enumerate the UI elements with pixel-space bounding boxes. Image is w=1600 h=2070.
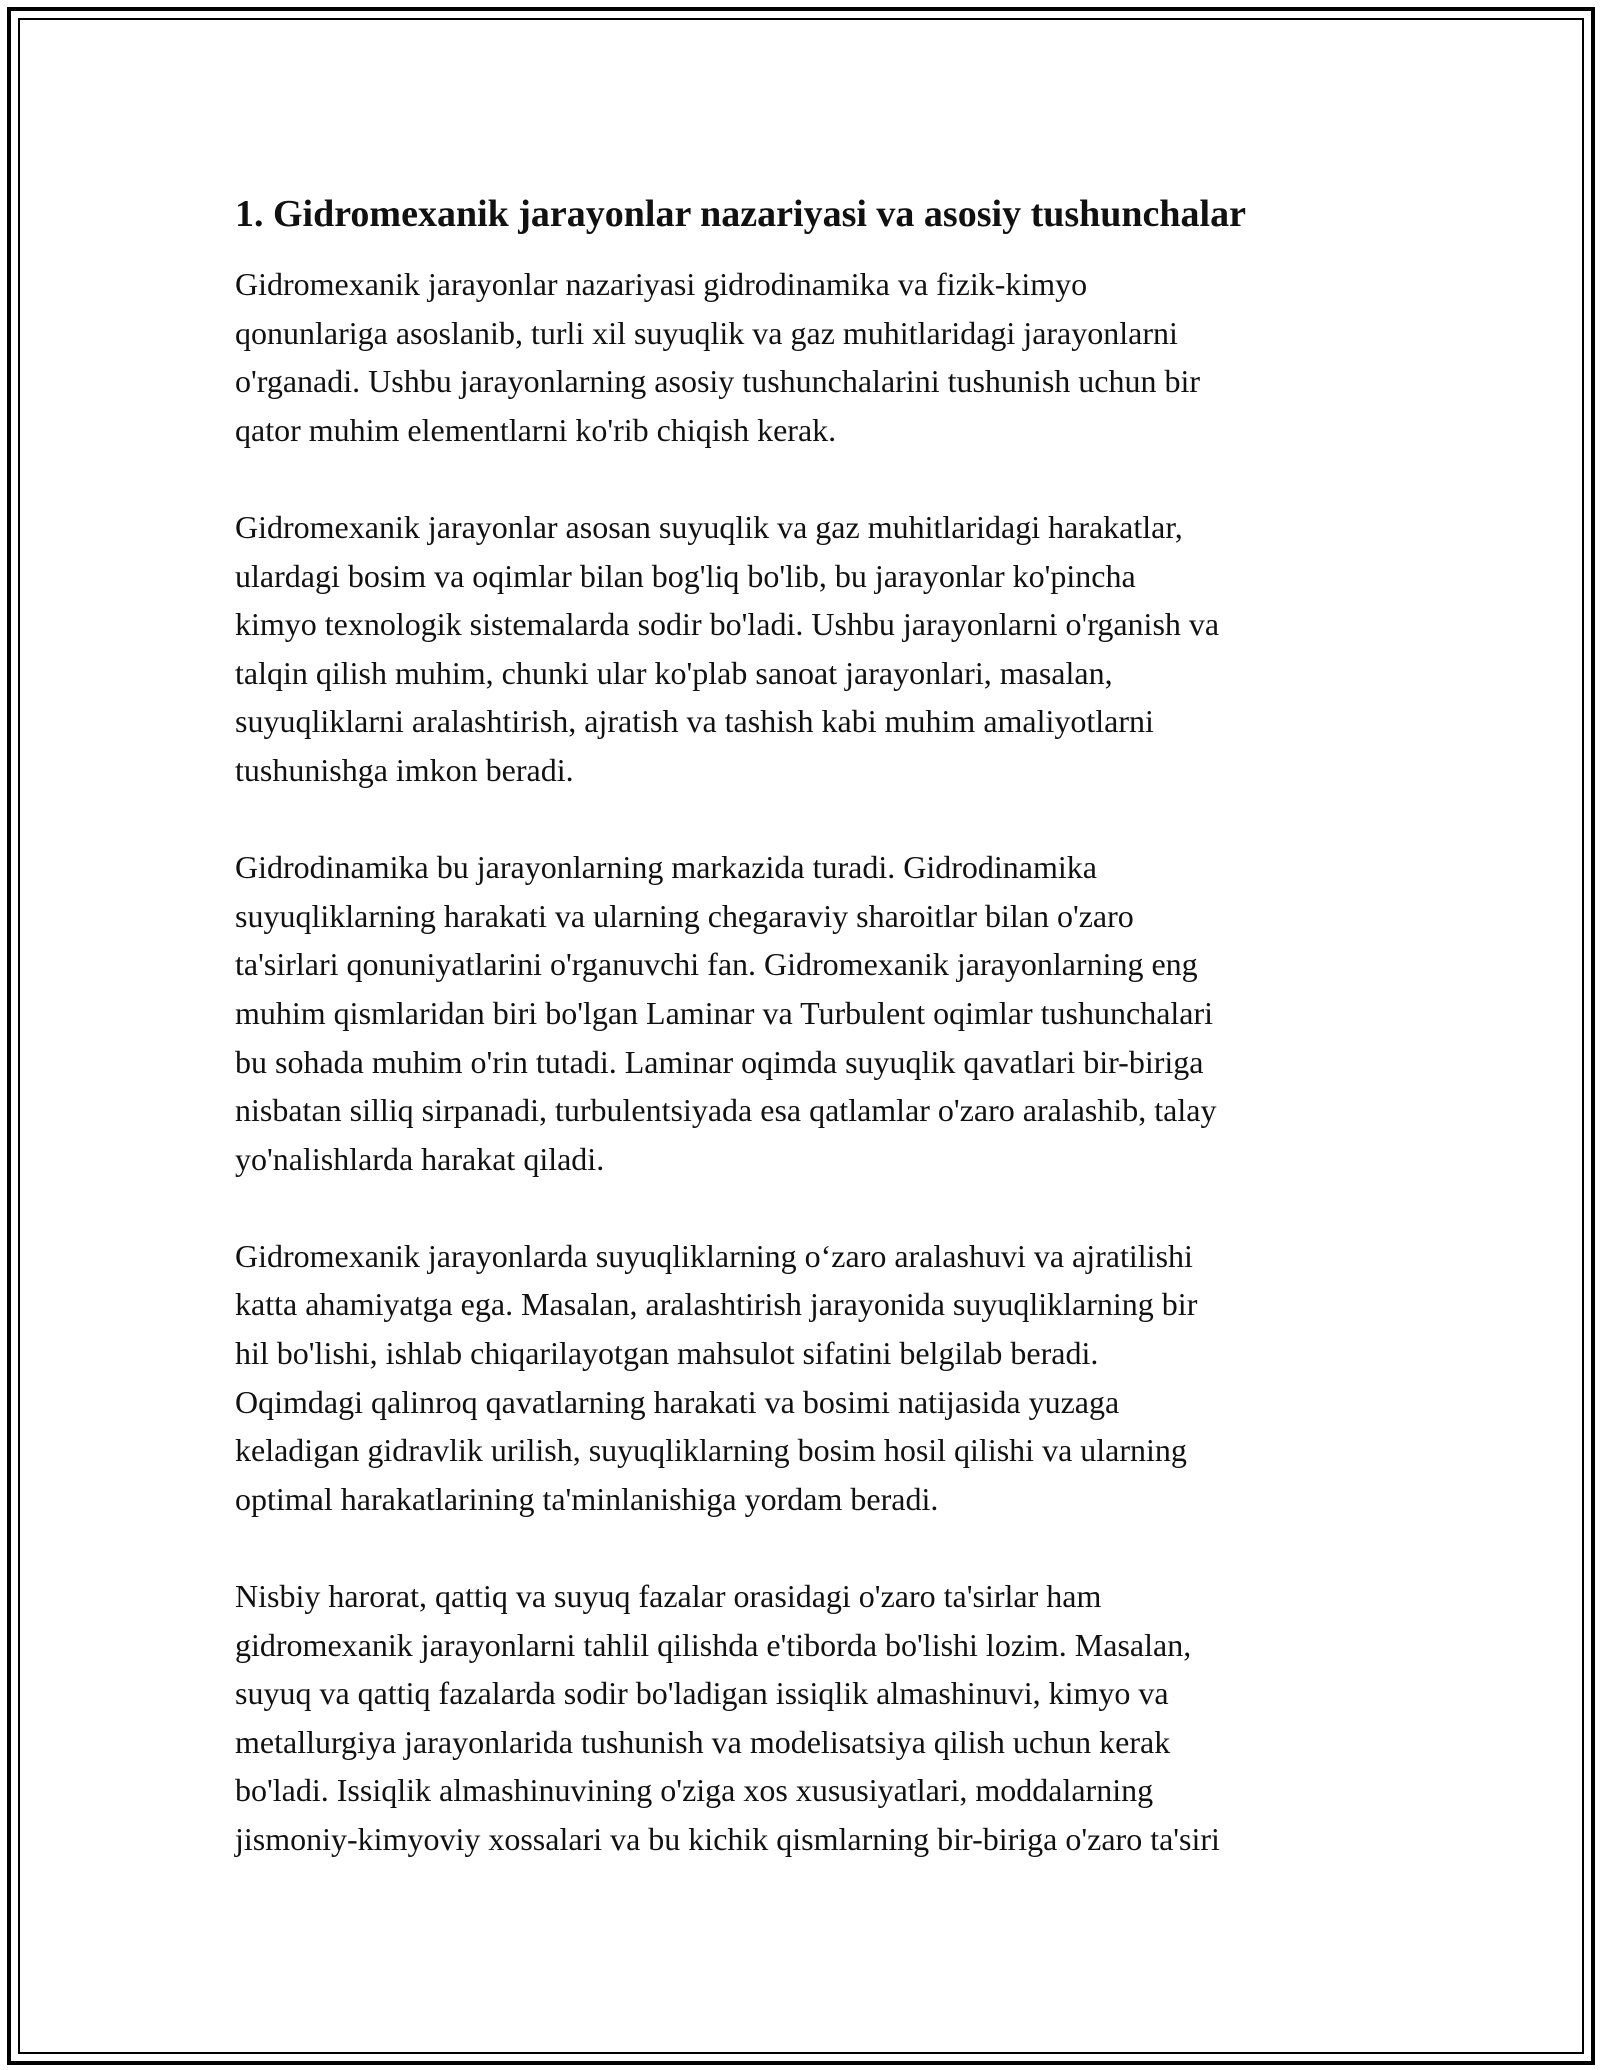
paragraph-line: Gidromexanik jarayonlar nazariyasi gidrodinamika va fizik-kimyo (235, 266, 1088, 302)
paragraph-line: qonunlariga asoslanib, turli xil suyuqlik va gaz muhitlaridagi jarayonlarni (235, 314, 1178, 351)
paragraph-line: Gidromexanik jarayonlar asosan suyuqlik va gaz muhitlaridagi harakatlar, (235, 508, 1183, 545)
document-body (235, 188, 1385, 1912)
paragraph-line: qator muhim elementlarni ko'rib chiqish kerak. (235, 411, 837, 448)
section-heading: 1. Gidromexanik jarayonlar nazariyasi va asosiy tushunchalar (235, 193, 1246, 235)
paragraph-line: bo'ladi. Issiqlik almashinuvining o'ziga xos xususiyatlari, moddalarning (235, 1772, 1154, 1809)
paragraph-line: jismoniy-kimyoviy xossalari va bu kichik qismlarning bir-biriga o'zaro ta'siri (235, 1821, 1220, 1857)
paragraph-3 (235, 843, 1385, 1183)
paragraph-line: suyuqliklarni aralashtirish, ajratish va tashish kabi muhim amaliyotlarni (235, 703, 1154, 740)
paragraph-line: hil bo'lishi, ishlab chiqarilayotgan mahsulot sifatini belgilab beradi. (235, 1335, 1099, 1372)
paragraph-line: ta'sirlari qonuniyatlarini o'rganuvchi fan. Gidromexanik jarayonlarning eng (235, 946, 1198, 983)
paragraph-line: suyuqliklarning harakati va ularning chegaraviy sharoitlar bilan o'zaro (235, 897, 1134, 934)
paragraph-line: Oqimdagi qalinroq qavatlarning harakati va bosimi natijasida yuzaga (235, 1383, 1120, 1420)
paragraph-line: muhim qismlaridan biri bo'lgan Laminar va Turbulent oqimlar tushunchalari (235, 994, 1214, 1031)
paragraph-line: katta ahamiyatga ega. Masalan, aralashtirish jarayonida suyuqliklarning bir (235, 1286, 1198, 1323)
paragraph-line: o'rganadi. Ushbu jarayonlarning asosiy tushunchalarini tushunish uchun bir (235, 363, 1201, 400)
paragraph-2 (235, 503, 1385, 795)
paragraph-line: Gidrodinamika bu jarayonlarning markazida turadi. Gidrodinamika (235, 849, 1097, 886)
paragraph-line: optimal harakatlarining ta'minlanishiga yordam beradi. (235, 1480, 939, 1517)
paragraph-line: gidromexanik jarayonlarni tahlil qilishda e'tiborda bo'lishi lozim. Masalan, (235, 1626, 1192, 1663)
paragraph-line: tushunishga imkon beradi. (235, 751, 574, 788)
paragraph-line: Gidromexanik jarayonlarda suyuqliklarning o‘zaro aralashuvi va ajratilishi (235, 1237, 1193, 1274)
paragraph-line: yo'nalishlarda harakat qiladi. (235, 1140, 605, 1177)
paragraph-5 (235, 1572, 1385, 1864)
paragraph-line: metallurgiya jarayonlarida tushunish va modelisatsiya qilish uchun kerak (235, 1723, 1171, 1760)
paragraph-line: ulardagi bosim va oqimlar bilan bog'liq bo'lib, bu jarayonlar ko'pincha (235, 557, 1136, 594)
paragraph-line: nisbatan silliq sirpanadi, turbulentsiyada esa qatlamlar o'zaro aralashib, talay (235, 1092, 1217, 1129)
paragraph-line: keladigan gidravlik urilish, suyuqliklarning bosim hosil qilishi va ularning (235, 1432, 1187, 1469)
paragraph-line: kimyo texnologik sistemalarda sodir bo'ladi. Ushbu jarayonlarni o'rganish va (235, 606, 1220, 643)
paragraph-line: talqin qilish muhim, chunki ular ko'plab sanoat jarayonlari, masalan, (235, 654, 1113, 691)
paragraph-line: bu sohada muhim o'rin tutadi. Laminar oqimda suyuqlik qavatlari bir-biriga (235, 1043, 1204, 1080)
paragraph-line: suyuq va qattiq fazalarda sodir bo'ladigan issiqlik almashinuvi, kimyo va (235, 1675, 1169, 1712)
paragraph-4 (235, 1232, 1385, 1524)
paragraph-line: Nisbiy harorat, qattiq va suyuq fazalar orasidagi o'zaro ta'sirlar ham (235, 1578, 1102, 1615)
paragraph-1 (235, 260, 1385, 454)
